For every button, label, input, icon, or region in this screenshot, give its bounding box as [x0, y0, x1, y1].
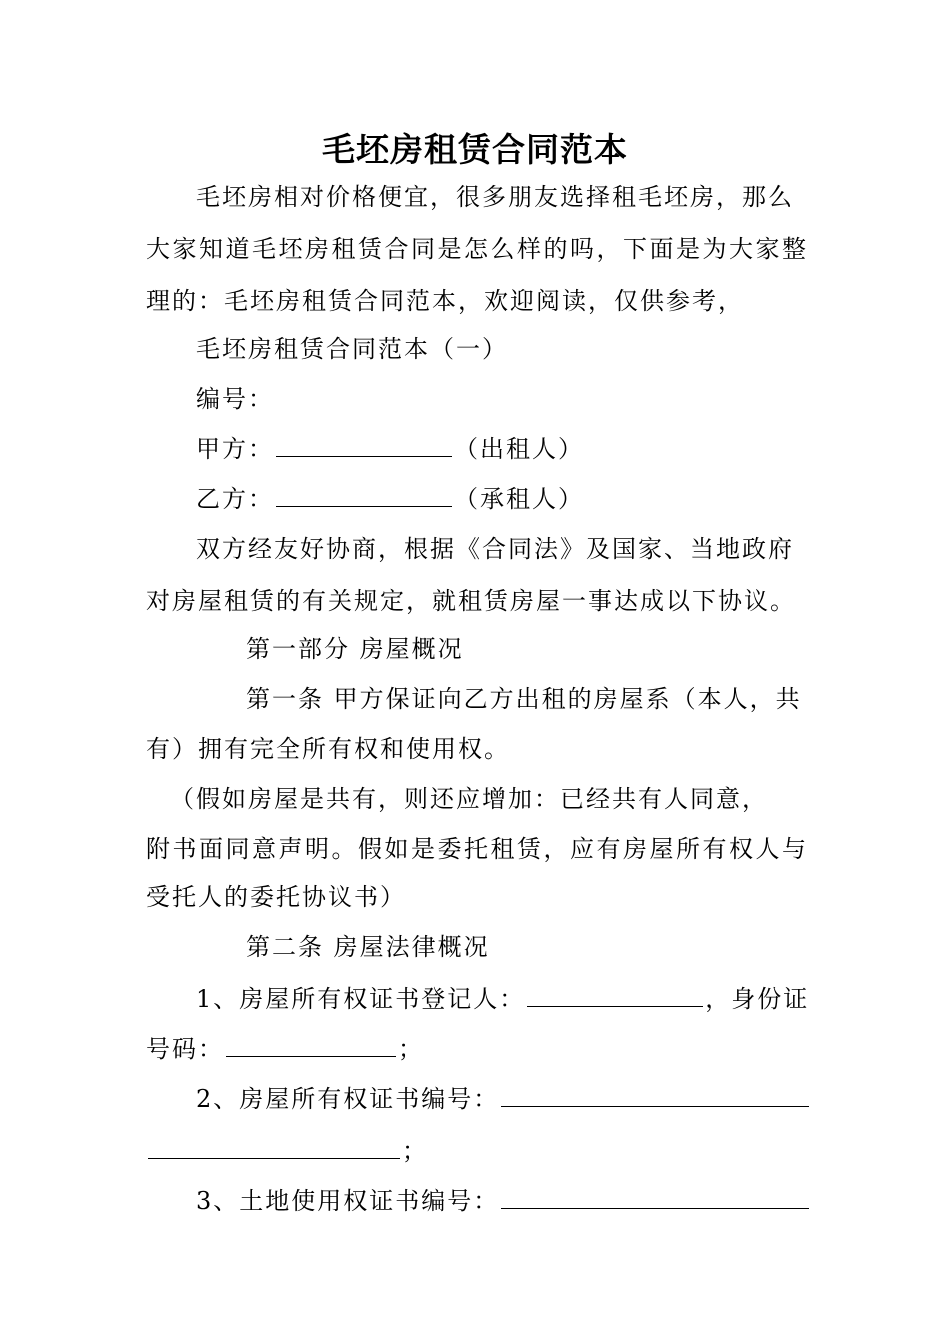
- item1-prefix: 1、房屋所有权证书登记人：: [196, 985, 526, 1013]
- item1-line-2: [146, 1032, 424, 1066]
- part1-heading: 第一部分 房屋概况: [246, 635, 464, 663]
- document-title: 毛坯房租赁合同范本: [322, 130, 628, 169]
- preamble-line-2: 对房屋租赁的有关规定，就租赁房屋一事达成以下协议。: [146, 587, 796, 615]
- item1-suffix: ，身份证: [705, 985, 810, 1013]
- item3-line-1: [196, 1184, 811, 1218]
- section-title: 毛坯房租赁合同范本（一）: [196, 335, 508, 363]
- item3-prefix: 3、土地使用权证书编号：: [196, 1187, 500, 1215]
- item2-prefix: 2、房屋所有权证书编号：: [196, 1085, 500, 1113]
- certificate-number-blank-cont[interactable]: [148, 1134, 400, 1159]
- item1-l2-prefix: 号码：: [146, 1035, 224, 1063]
- certificate-number-blank[interactable]: [501, 1082, 809, 1107]
- party-a-role: （出租人）: [454, 435, 584, 463]
- item2-line-1: [196, 1082, 811, 1116]
- item1-line-1: [196, 982, 809, 1016]
- note-line-3: 受托人的委托协议书）: [146, 883, 406, 911]
- party-b-line: [196, 482, 584, 516]
- article1-line-2: 有）拥有完全所有权和使用权。: [146, 735, 510, 763]
- item2-line-2: [146, 1134, 428, 1168]
- preamble-line-1: 双方经友好协商，根据《合同法》及国家、当地政府: [196, 535, 794, 563]
- party-b-label: 乙方：: [196, 485, 274, 513]
- intro-line-2: 大家知道毛坯房租赁合同是怎么样的吗，下面是为大家整: [146, 235, 808, 263]
- intro-line-1: 毛坯房相对价格便宜，很多朋友选择租毛坯房，那么: [196, 183, 794, 211]
- id-number-blank[interactable]: [226, 1032, 396, 1057]
- party-a-label: 甲方：: [196, 435, 274, 463]
- article2-heading: 第二条 房屋法律概况: [246, 933, 490, 961]
- owner-name-blank[interactable]: [527, 982, 703, 1007]
- land-certificate-blank[interactable]: [501, 1184, 809, 1209]
- article1-line-1: 第一条 甲方保证向乙方出租的房屋系（本人，共: [246, 685, 802, 713]
- note-line-1: （假如房屋是共有，则还应增加：已经共有人同意，: [170, 785, 768, 813]
- party-a-blank[interactable]: [276, 432, 452, 457]
- item2-l2-suffix: ；: [402, 1137, 428, 1165]
- intro-line-3: 理的：毛坯房租赁合同范本，欢迎阅读，仅供参考，: [146, 287, 744, 315]
- party-b-blank[interactable]: [276, 482, 452, 507]
- item1-l2-suffix: ；: [398, 1035, 424, 1063]
- party-a-line: [196, 432, 584, 466]
- number-label: 编号：: [196, 385, 274, 413]
- note-line-2: 附书面同意声明。假如是委托租赁，应有房屋所有权人与: [146, 835, 808, 863]
- party-b-role: （承租人）: [454, 485, 584, 513]
